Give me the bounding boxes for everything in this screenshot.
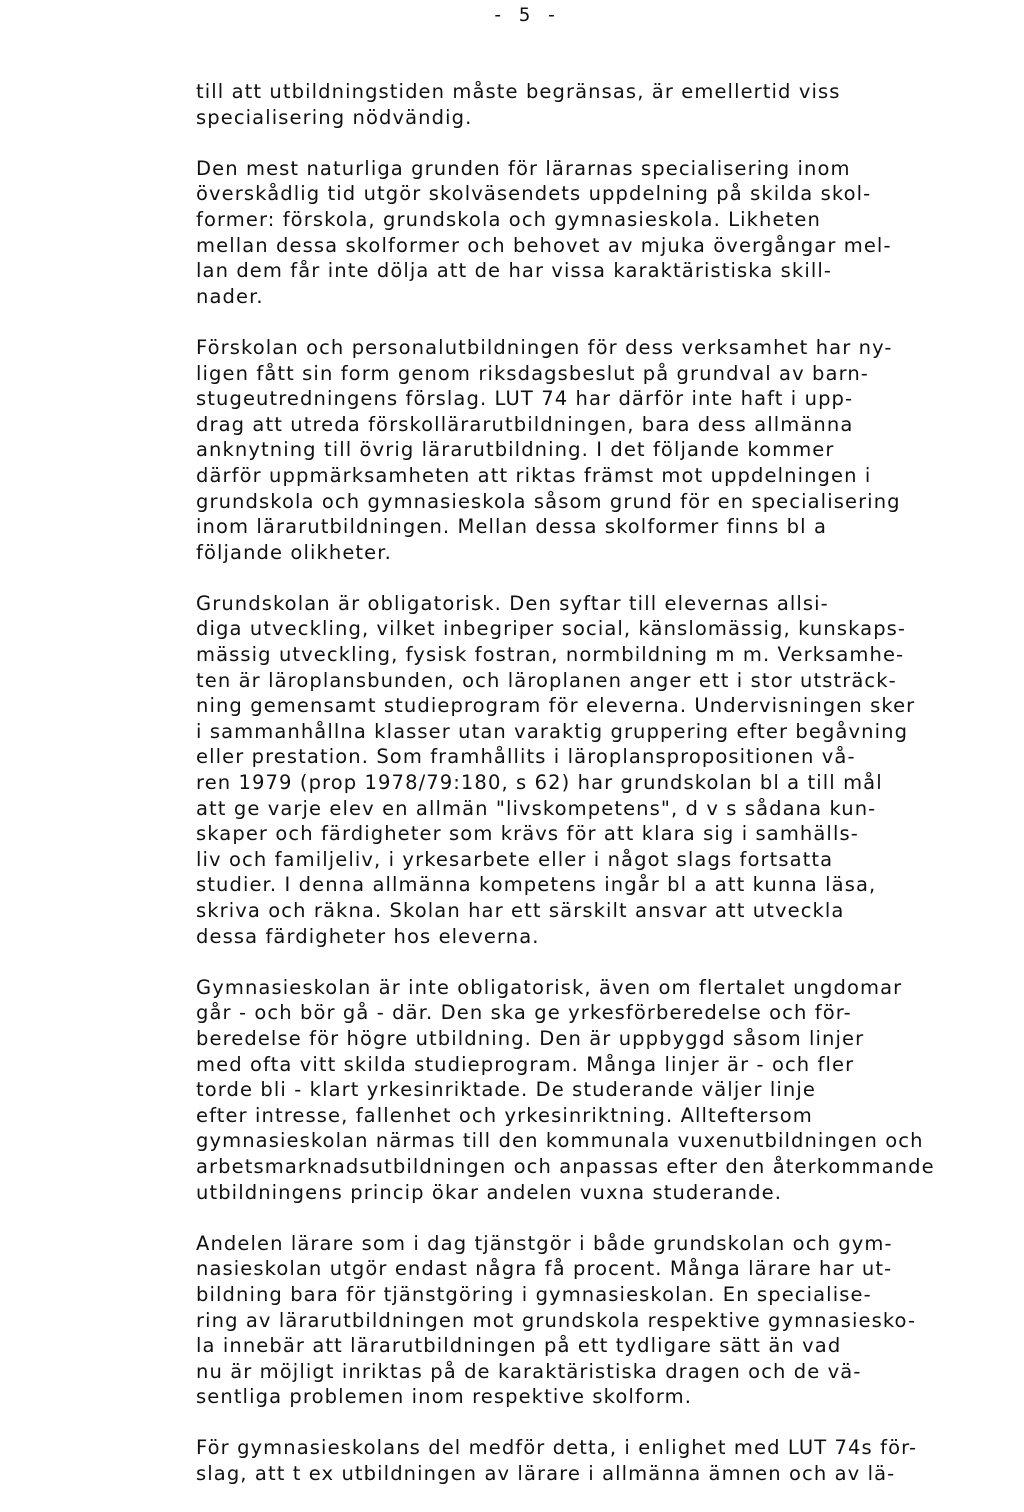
page-number: - 5 - — [492, 4, 560, 26]
text-line: Den mest naturliga grunden för lärarnas specialisering inom — [196, 156, 851, 180]
text-line: ren 1979 (prop 1978/79:180, s 62) har grundskolan bl a till mål — [196, 771, 883, 795]
text-line: gymnasieskolan närmas till den kommunala vuxenutbildningen och — [196, 1129, 924, 1153]
text-line: arbetsmarknadsutbildningen och anpassas efter den återkommande — [196, 1154, 935, 1178]
text-line: inom lärarutbildningen. Mellan dessa skolformer finns bl a — [196, 515, 828, 539]
text-line: anknytning till övrig lärarutbildning. I det följande kommer — [196, 438, 835, 462]
text-line: slag, att t ex utbildningen av lärare i allmänna ämnen och av lä- — [196, 1462, 896, 1486]
paragraph — [196, 335, 1008, 565]
text-line: skaper och färdigheter som krävs för att klara sig i samhälls- — [196, 822, 859, 846]
text-line: Gymnasieskolan är inte obligatorisk, även om flertalet ungdomar — [196, 975, 903, 999]
paragraph — [196, 79, 1008, 130]
text-line: efter intresse, fallenhet och yrkesinriktning. Allteftersom — [196, 1103, 813, 1127]
text-line: diga utveckling, vilket inbegriper social, känslomässig, kunskaps- — [196, 617, 907, 641]
body-text — [196, 79, 1008, 1512]
text-line: liv och familjeliv, i yrkesarbete eller i något slags fortsatta — [196, 847, 834, 871]
text-line: går - och bör gå - där. Den ska ge yrkesförberedelse och för- — [196, 1001, 852, 1025]
text-line: ning gemensamt studieprogram för eleverna. Undervisningen sker — [196, 694, 916, 718]
text-line: stugeutredningens förslag. LUT 74 har därför inte haft i upp- — [196, 387, 854, 411]
text-line: dessa färdigheter hos eleverna. — [196, 924, 540, 948]
text-line: Grundskolan är obligatorisk. Den syftar till elevernas allsi- — [196, 591, 829, 615]
text-line: lan dem får inte dölja att de har vissa karaktäristiska skill- — [196, 259, 833, 283]
text-line: ring av lärarutbildningen mot grundskola respektive gymnasiesko- — [196, 1308, 917, 1332]
text-line: eller prestation. Som framhållits i läroplanspropositionen vå- — [196, 745, 856, 769]
text-line: i sammanhållna klasser utan varaktig gruppering efter begåvning — [196, 719, 909, 743]
text-line: mässig utveckling, fysisk fostran, normbildning m m. Verksamhe- — [196, 643, 905, 667]
text-line: skriva och räkna. Skolan har ett särskilt ansvar att utveckla — [196, 899, 845, 922]
text-line: nader. — [196, 284, 264, 308]
text-line: specialisering nödvändig. — [196, 105, 473, 129]
paragraph — [196, 1231, 1008, 1410]
text-line: Förskolan och personalutbildningen för dess verksamhet har ny- — [196, 335, 893, 359]
text-line: För gymnasieskolans del medför detta, i enlighet med LUT 74s för- — [196, 1436, 918, 1460]
paragraph — [196, 591, 1008, 949]
text-line: former: förskola, grundskola och gymnasieskola. Likheten — [196, 207, 821, 231]
text-line: ten är läroplansbunden, och läroplanen anger ett i stor utsträck- — [196, 668, 897, 692]
text-line: nu är möjligt inriktas på de karaktäristiska dragen och de vä- — [196, 1359, 862, 1383]
text-line: studier. I denna allmänna kompetens ingår bl a att kunna läsa, — [196, 873, 877, 897]
text-line: la innebär att lärarutbildningen på ett tydligare sätt än vad — [196, 1334, 842, 1358]
text-line: därför uppmärksamheten att riktas främst mot uppdelningen i — [196, 463, 872, 487]
paragraph — [196, 975, 1008, 1205]
text-line: Andelen lärare som i dag tjänstgör i både grundskolan och gym- — [196, 1231, 893, 1255]
text-line: beredelse för högre utbildning. Den är uppbyggd såsom linjer — [196, 1026, 865, 1050]
paragraph — [196, 156, 1008, 310]
text-line: torde bli - klart yrkesinriktade. De studerande väljer linje — [196, 1078, 816, 1102]
text-line: med ofta vitt skilda studieprogram. Många linjer är - och fler — [196, 1052, 855, 1076]
text-line: till att utbildningstiden måste begränsas, är emellertid viss — [196, 80, 841, 103]
text-line: sentliga problemen inom respektive skolform. — [196, 1385, 693, 1409]
text-line: nasieskolan utgör endast några få procent. Många lärare har ut- — [196, 1257, 893, 1281]
paragraph — [196, 1435, 1008, 1486]
text-line: grundskola och gymnasieskola såsom grund för en specialisering — [196, 489, 901, 513]
text-line: bildning bara för tjänstgöring i gymnasieskolan. En specialise- — [196, 1282, 872, 1306]
text-line: mellan dessa skolformer och behovet av mjuka övergångar mel- — [196, 233, 892, 257]
text-line: överskådlig tid utgör skolväsendets uppdelning på skilda skol- — [196, 182, 872, 206]
text-line: att ge varje elev en allmän "livskompetens", d v s sådana kun- — [196, 796, 877, 820]
text-line: utbildningens princip ökar andelen vuxna studerande. — [196, 1180, 782, 1204]
text-line: följande olikheter. — [196, 540, 392, 564]
text-line: drag att utreda förskollärarutbildningen, bara dess allmänna — [196, 412, 854, 436]
text-line: ligen fått sin form genom riksdagsbeslut på grundval av barn- — [196, 361, 869, 385]
